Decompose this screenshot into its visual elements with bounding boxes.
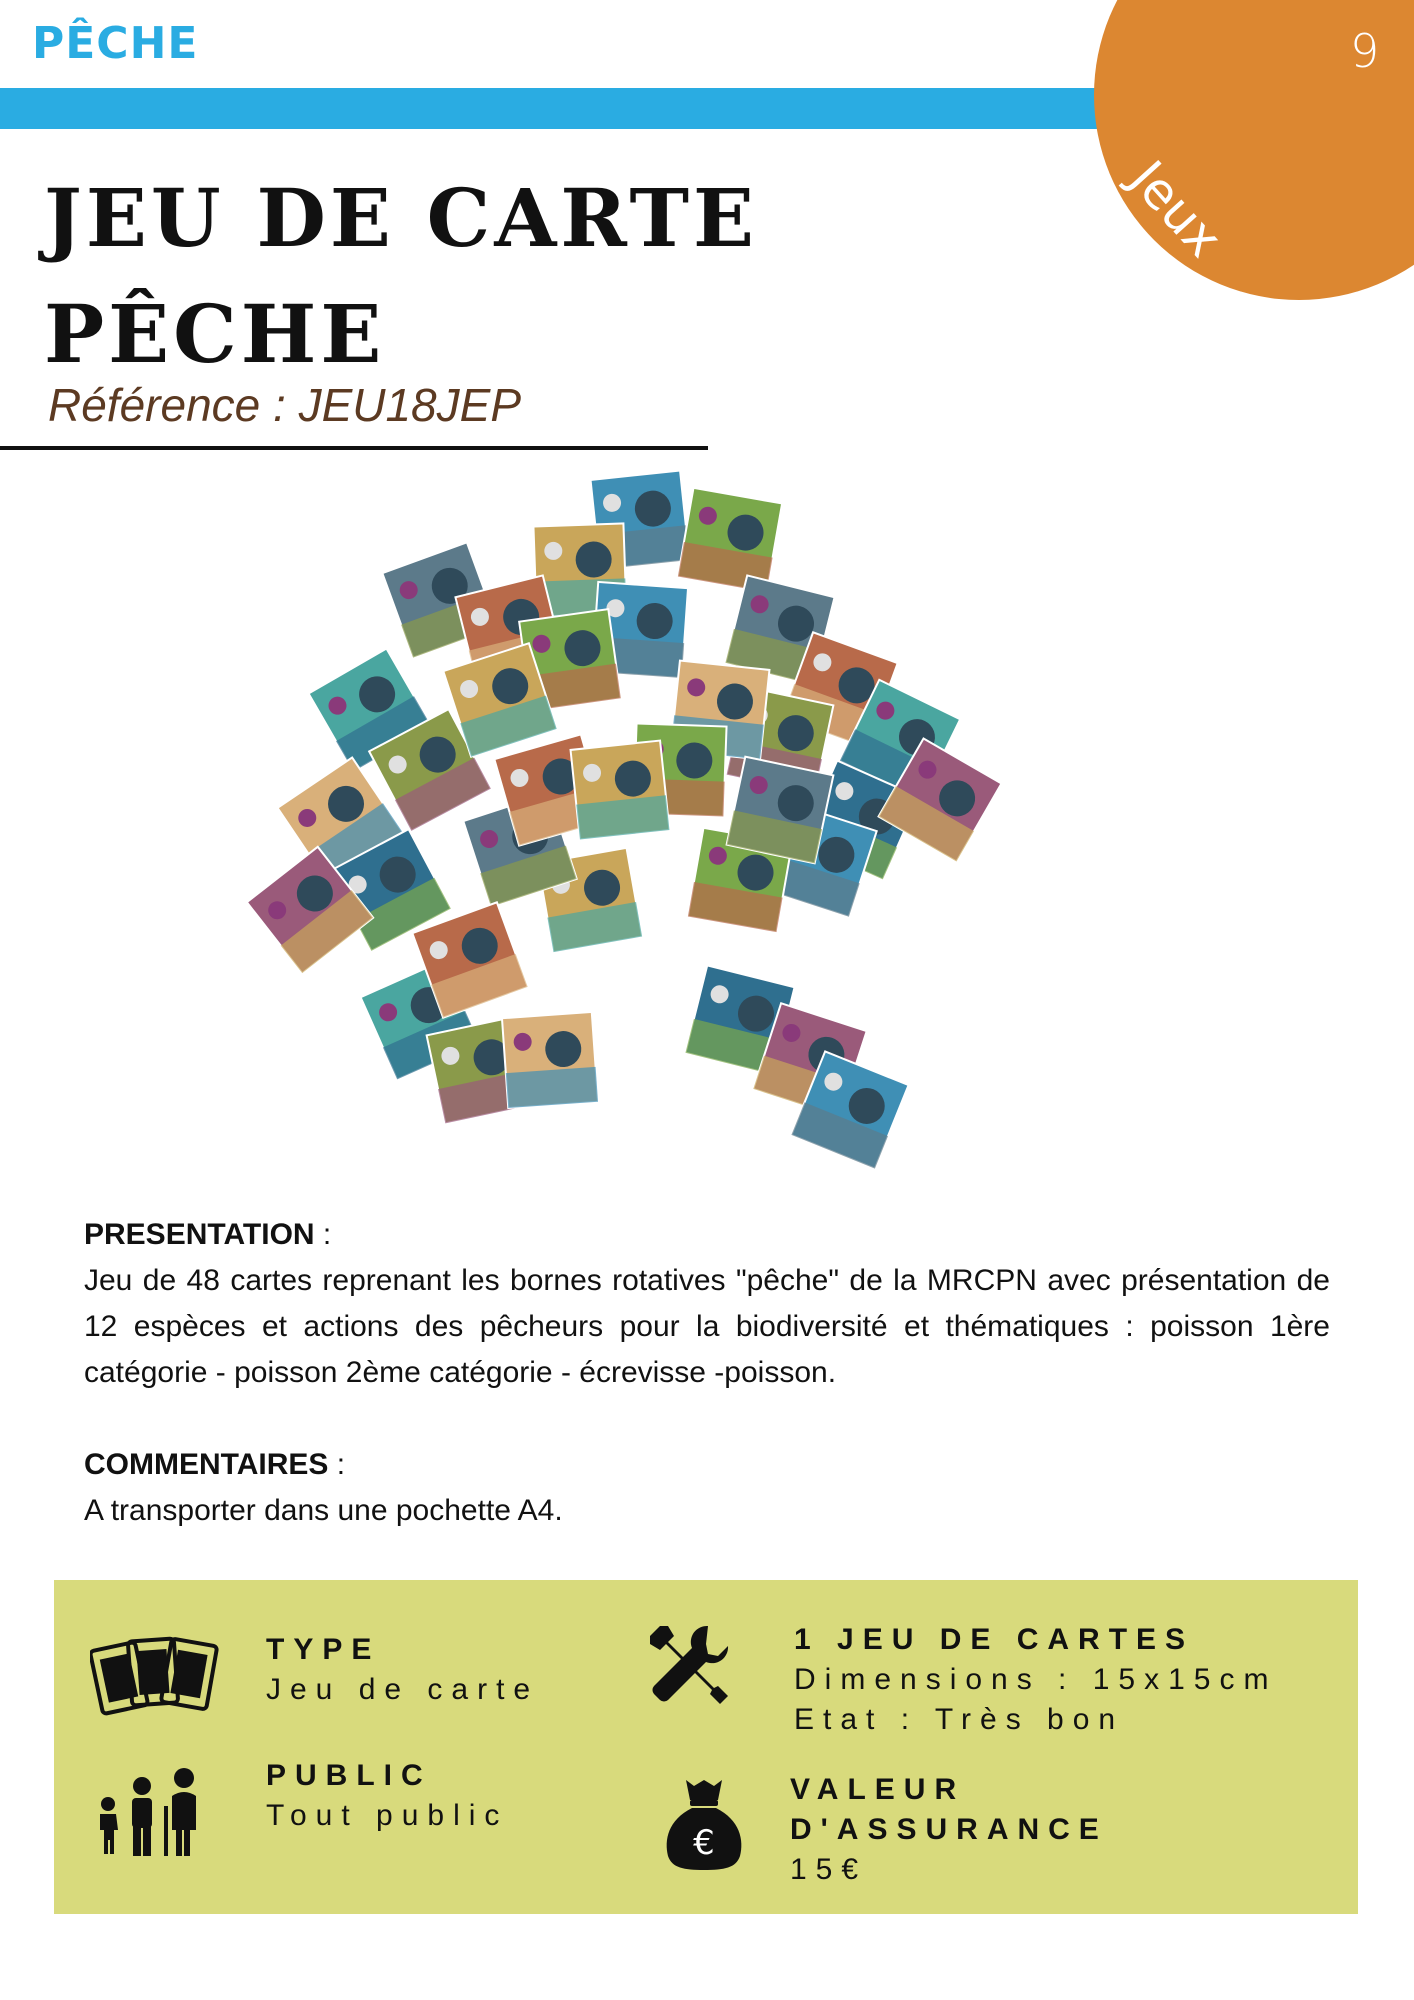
photo-card [727, 757, 834, 864]
title-divider [0, 446, 708, 450]
comments-body: A transporter dans une pochette A4. [84, 1494, 563, 1527]
section-label: PÊCHE [32, 18, 199, 69]
public-value: Tout public [266, 1799, 509, 1832]
card-spread-photo [220, 460, 1100, 1180]
cards-icon [90, 1626, 222, 1722]
category-tag: Jeux [1118, 150, 1234, 269]
photo-card [502, 1012, 598, 1108]
insurance-value: 15€ [790, 1853, 868, 1886]
photo-card [571, 741, 670, 840]
type-block [266, 1630, 539, 1710]
presentation-heading-suffix: : [314, 1218, 332, 1251]
presentation-body: Jeu de 48 cartes reprenant les bornes rotatives "pêche" de la MRCPN avec présentation de 12 espèces et actions des pêcheurs pour la biodiversité et thématiques : poisson 1ère catégorie - poisson 2ème catégorie - écrevisse -poisson. [84, 1264, 1330, 1389]
public-title: PUBLIC [266, 1759, 432, 1792]
reference-code: Référence : JEU18JEP [48, 379, 522, 431]
tools-icon [646, 1622, 732, 1708]
money-bag-icon [664, 1776, 744, 1872]
insurance-block [790, 1770, 1108, 1890]
comments-heading-suffix: : [328, 1448, 346, 1481]
kit-block [794, 1620, 1277, 1740]
comments-heading: COMMENTAIRES [84, 1448, 329, 1481]
type-value: Jeu de carte [266, 1673, 540, 1706]
insurance-title-line-1: VALEUR [790, 1773, 966, 1806]
family-icon [94, 1766, 206, 1858]
comments-heading-row [84, 1442, 1330, 1488]
insurance-title-line-2: D'ASSURANCE [790, 1813, 1108, 1846]
type-title: TYPE [266, 1633, 381, 1666]
svg-text:€: € [693, 1823, 715, 1863]
page-number: 9 [1350, 24, 1380, 78]
kit-dimensions: Dimensions : 15x15cm [794, 1663, 1278, 1696]
kit-title: 1 JEU DE CARTES [794, 1623, 1195, 1656]
title-line-2: PÊCHE [44, 287, 386, 381]
presentation-heading-row [84, 1212, 1330, 1258]
presentation-heading: PRESENTATION [84, 1218, 315, 1251]
photo-card [678, 488, 782, 592]
title-line-1: JEU DE CARTE [44, 171, 758, 265]
page-title [44, 160, 804, 392]
header-bar [0, 88, 1110, 129]
info-panel [54, 1580, 1358, 1914]
public-block [266, 1756, 508, 1836]
kit-state: Etat : Très bon [794, 1703, 1125, 1736]
